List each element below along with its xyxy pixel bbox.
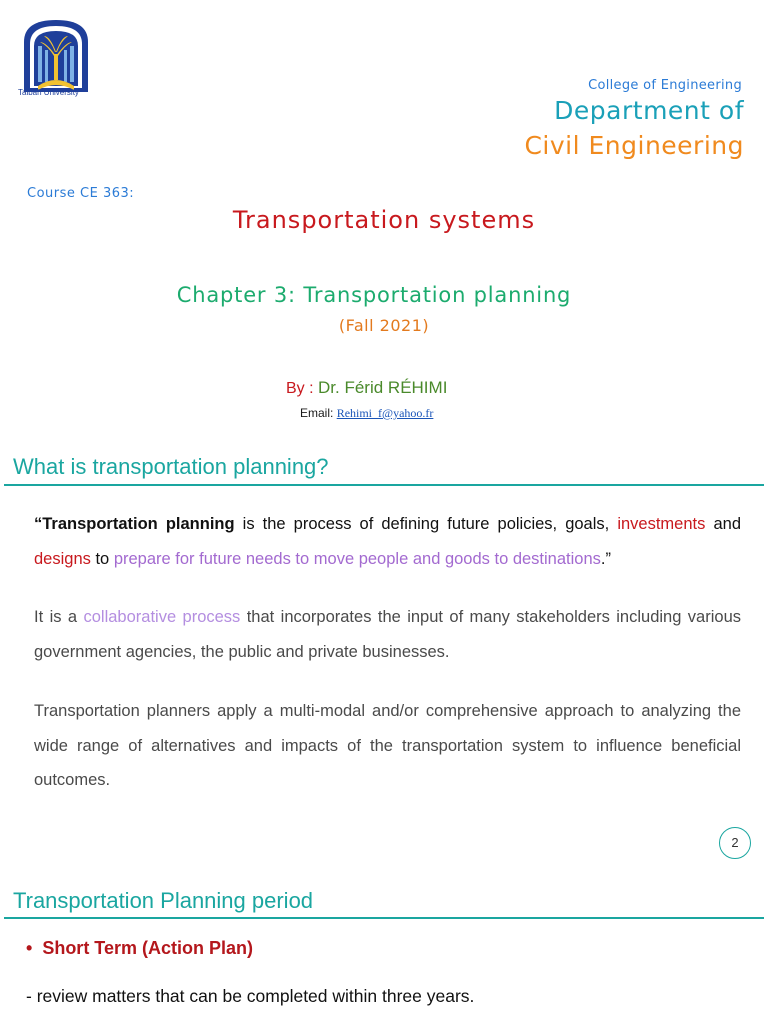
page-number-badge: 2 <box>719 827 751 859</box>
bullet-label: Short Term (Action Plan) <box>42 938 253 958</box>
email-link[interactable]: Rehimi_f@yahoo.fr <box>336 406 434 420</box>
department-line-1: Department of <box>554 96 744 125</box>
heading-rule <box>4 484 764 486</box>
term-bold: “Transportation planning <box>34 515 235 533</box>
designs-highlight: designs <box>34 549 91 568</box>
collab-text-1: It is a <box>34 608 84 626</box>
collaborative-paragraph <box>34 600 741 669</box>
definition-text-1: is the process of defining future policies, goals, <box>234 515 618 533</box>
slide-heading: Transportation Planning period <box>13 888 314 913</box>
by-label: By : <box>286 380 319 397</box>
author-line <box>286 378 447 398</box>
definition-text-3: to <box>90 549 114 568</box>
term-label: (Fall 2021) <box>338 316 430 335</box>
collaborative-highlight: collaborative process <box>83 608 241 626</box>
email-label: Email: <box>300 406 337 420</box>
college-name: College of Engineering <box>588 78 742 93</box>
collab-text-2: that incorporates the input of many stakeholders including various government agencies, the public and private businesses. <box>34 608 741 661</box>
definition-paragraph <box>34 507 741 576</box>
department-line-2: Civil Engineering <box>524 131 744 160</box>
course-code: Course CE 363: <box>27 186 135 201</box>
planning-period-slide <box>0 875 768 1024</box>
definition-text-2: and <box>713 515 741 533</box>
needs-highlight: prepare for future needs to move people and goods to destinations <box>113 549 601 568</box>
title-slide <box>0 0 768 440</box>
email-line <box>300 406 433 421</box>
chapter-title: Chapter 3: Transportation planning <box>176 283 572 307</box>
definition-slide <box>0 441 768 874</box>
author-name: Dr. Férid RÉHIMI <box>318 378 448 397</box>
heading-rule <box>4 917 764 919</box>
logo-caption: Taibah University <box>18 88 79 97</box>
approach-paragraph: Transportation planners apply a multi-modal and/or comprehensive approach to analyzing the wide range of alternatives and impacts of the transportation system to influence beneficial outcomes. <box>34 702 741 789</box>
investments-highlight: investments <box>617 515 706 533</box>
bullet-icon: • <box>26 938 33 958</box>
definition-end: .” <box>600 549 611 568</box>
bullet-item <box>26 938 253 959</box>
slide-heading: What is transportation planning? <box>13 454 329 479</box>
bullet-description: - review matters that can be completed within three years. <box>26 986 475 1006</box>
course-title: Transportation systems <box>232 206 536 234</box>
